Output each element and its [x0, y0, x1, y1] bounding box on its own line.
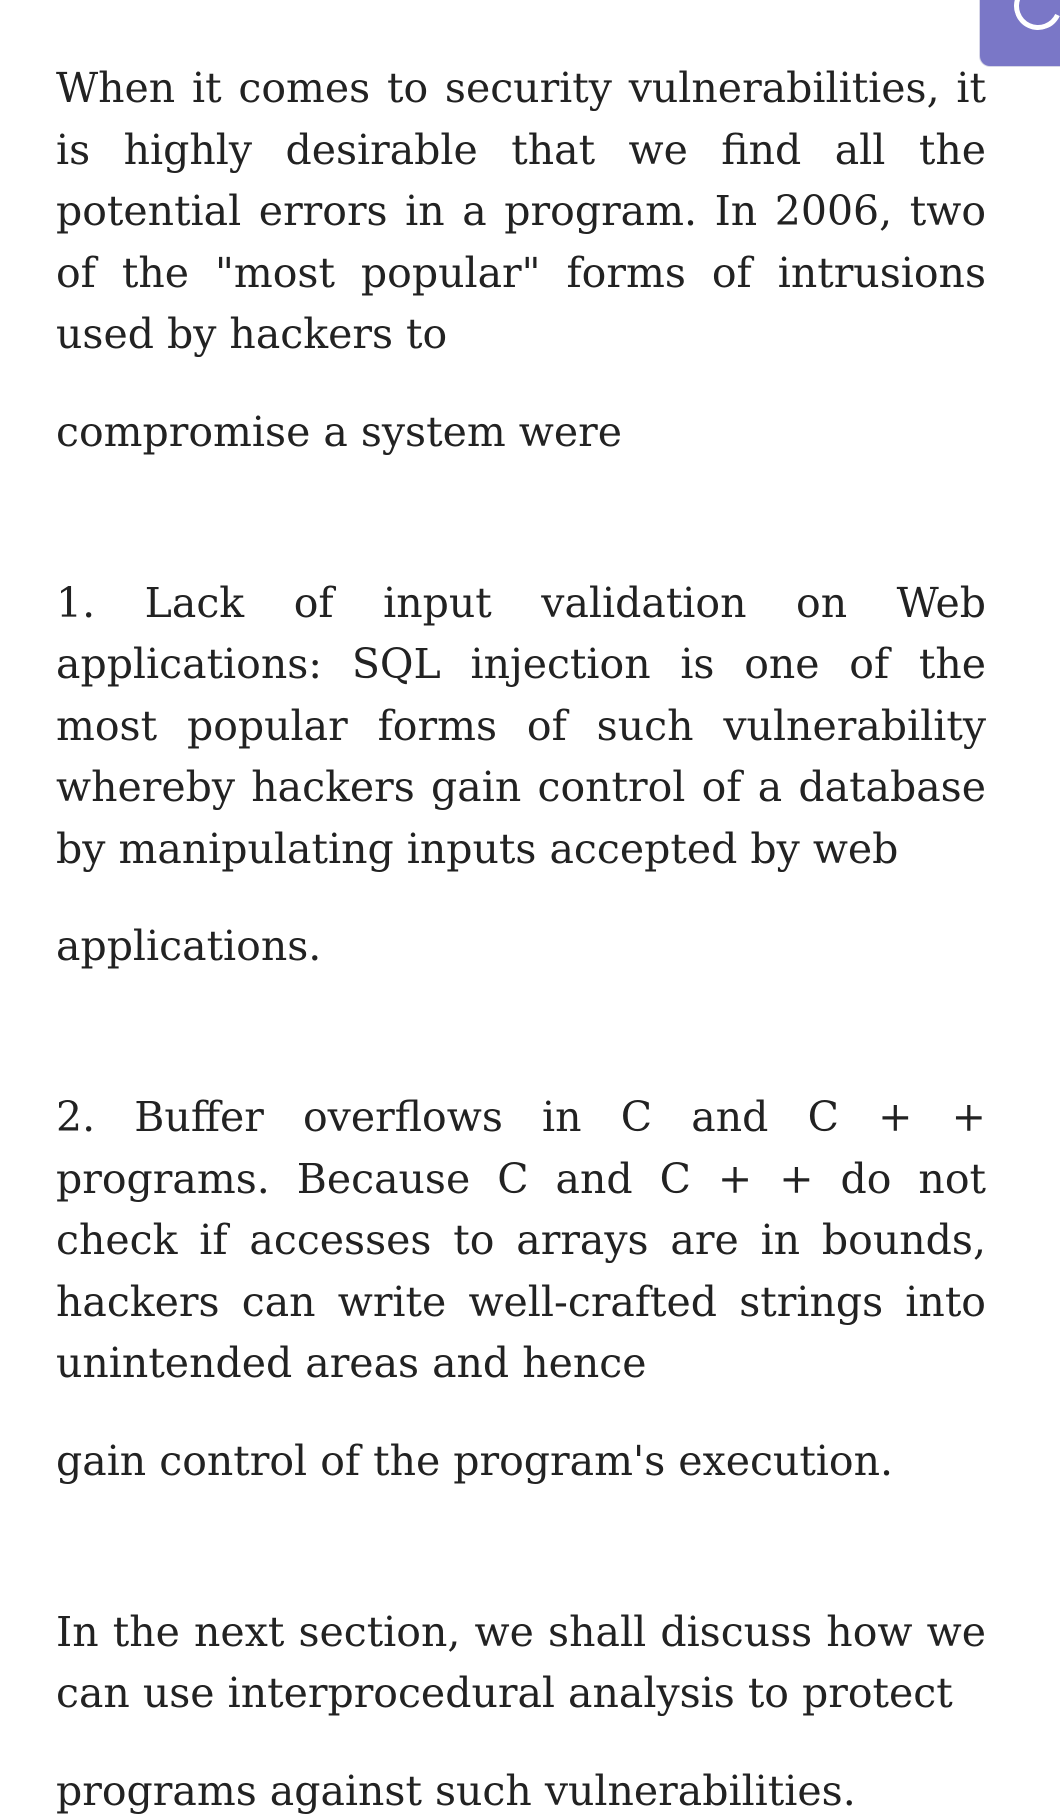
check-icon	[1007, 0, 1060, 37]
list-item-1-text: 1. Lack of input validation on Web applications: SQL injection is one of the most popular forms of such vulnerability whereby hackers gain control of a database by manipulating inputs accepted by web	[56, 578, 986, 873]
list-item-2	[56, 1087, 986, 1485]
list-item-1	[56, 573, 986, 968]
floating-action-button[interactable]	[980, 0, 1060, 66]
list-item-2-last-line: gain control of the program's execution.	[56, 1436, 894, 1485]
document-content	[56, 58, 986, 1815]
outro-paragraph	[56, 1602, 986, 1815]
list-item-2-text: 2. Buffer overflows in C and C + + programs. Because C and C + + do not check if accesses to arrays are in bounds, hackers can write well-crafted strings into unintended areas and hence	[56, 1093, 986, 1387]
intro-paragraph	[56, 58, 986, 456]
list-item-1-last-line: applications.	[56, 922, 322, 970]
outro-text: In the next section, we shall discuss how we can use interprocedural analysis to protect	[56, 1607, 986, 1717]
outro-last-line: programs against such vulnerabilities.	[56, 1766, 856, 1815]
intro-text: When it comes to security vulnerabilities, it is highly desirable that we find all the potential errors in a program. In 2006, two of the "most popular" forms of intrusions used by hackers to	[56, 64, 986, 358]
intro-last-line: compromise a system were	[56, 407, 622, 456]
